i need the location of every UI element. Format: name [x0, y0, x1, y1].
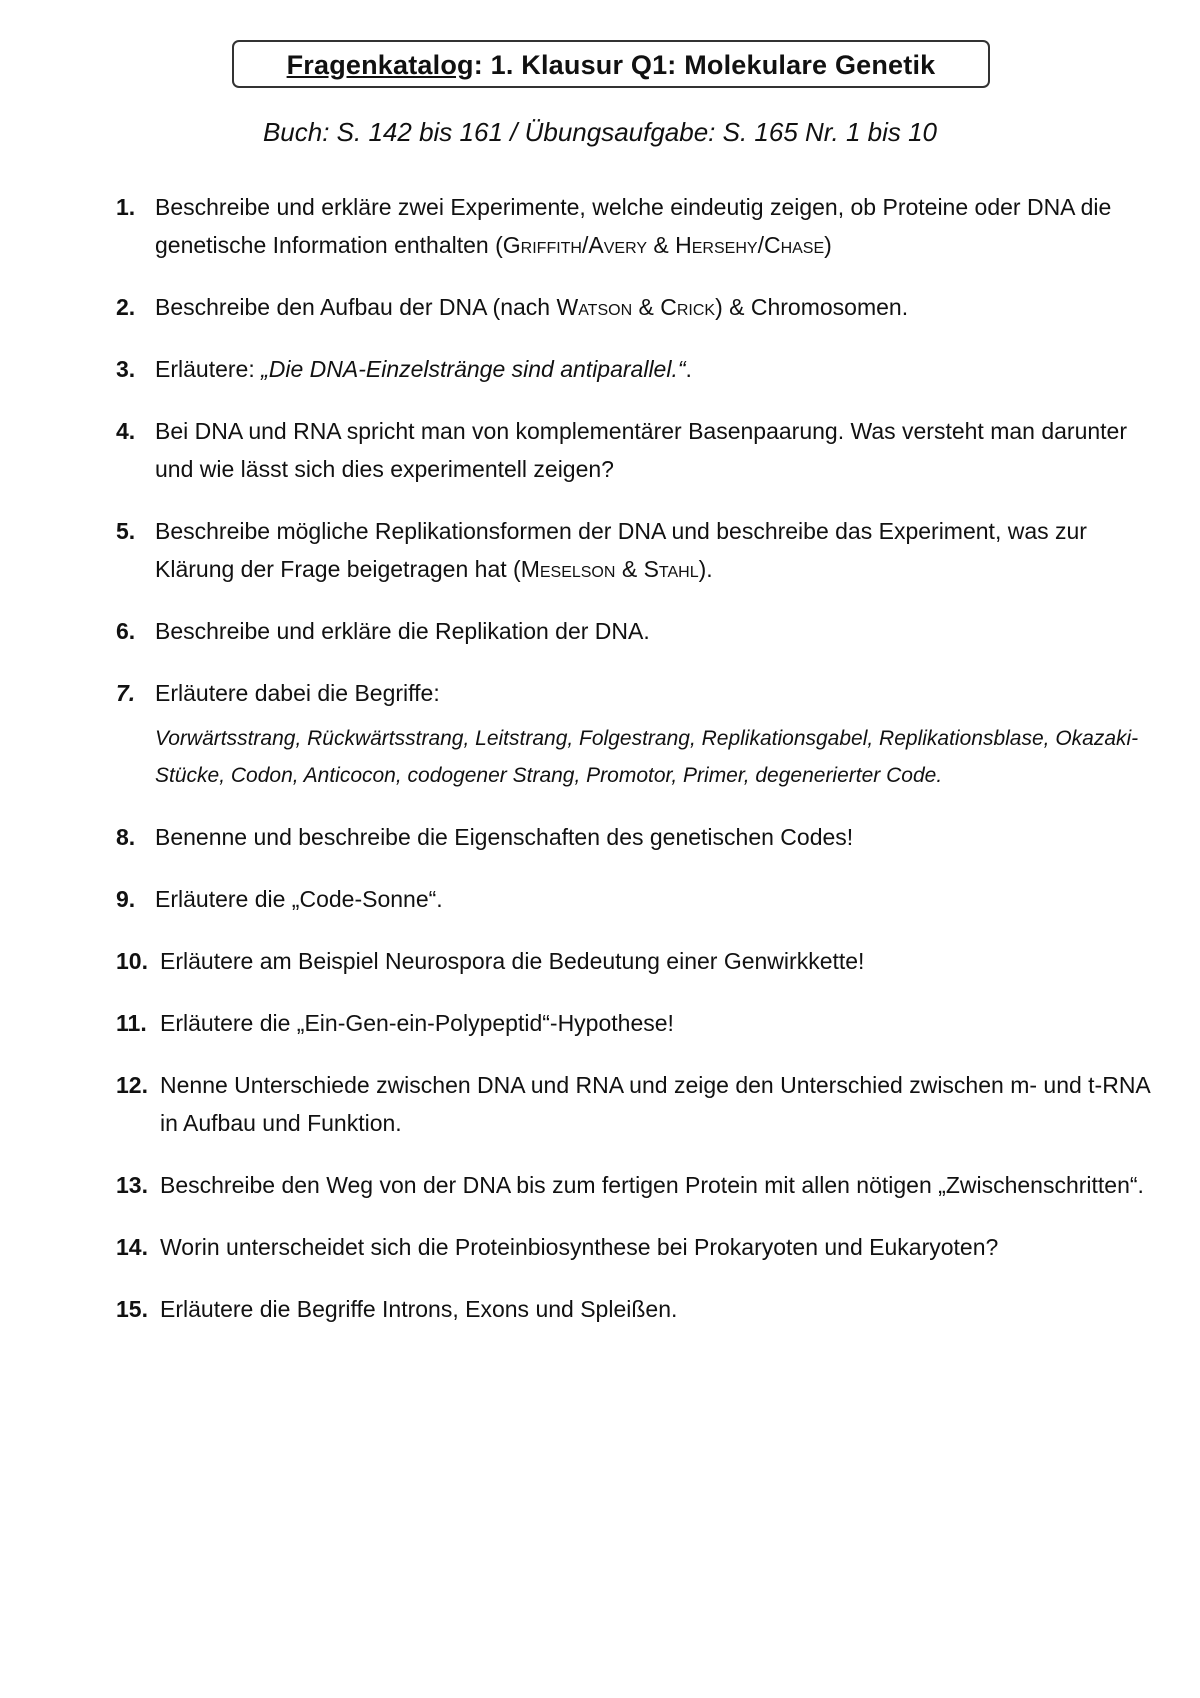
question-13	[116, 1166, 1166, 1204]
question-number: 6.	[116, 618, 136, 644]
name-separator: /	[757, 232, 764, 258]
question-text: Benenne und beschreibe die Eigenschaften des genetischen Codes!	[155, 824, 854, 850]
question-5	[116, 512, 1166, 588]
question-14	[116, 1228, 1166, 1266]
question-list	[116, 188, 1166, 1352]
question-text: Beschreibe und erkläre die Replikation der DNA.	[155, 618, 650, 644]
scientist-name: Griffith	[502, 232, 582, 258]
scientist-name: Crick	[660, 294, 716, 320]
question-11	[116, 1004, 1166, 1042]
name-separator: &	[647, 232, 676, 258]
name-separator: &	[615, 556, 644, 582]
scientist-name: Stahl	[643, 556, 699, 582]
quoted-statement: „Die DNA-Einzelstränge sind antiparallel.“	[261, 356, 686, 382]
question-tail: ).	[698, 556, 713, 582]
question-text: Erläutere die „Ein-Gen-ein-Polypeptid“-Hypothese!	[160, 1010, 674, 1036]
scientist-name: Avery	[588, 232, 648, 258]
question-text: Nenne Unterschiede zwischen DNA und RNA und zeige den Unterschied zwischen m- und t-RNA in Aufbau und Funktion.	[160, 1072, 1150, 1136]
question-text: Beschreibe den Aufbau der DNA (nach	[155, 294, 557, 320]
name-separator: &	[632, 294, 661, 320]
question-7	[116, 674, 1166, 794]
question-number: 15.	[116, 1296, 148, 1322]
page-title	[234, 50, 988, 81]
question-text: Beschreibe den Weg von der DNA bis zum fertigen Protein mit allen nötigen „Zwischenschritten“.	[160, 1172, 1144, 1198]
question-text: Worin unterscheidet sich die Proteinbiosynthese bei Prokaryoten und Eukaryoten?	[160, 1234, 999, 1260]
title-underlined: Fragenkatalog	[286, 50, 474, 80]
question-9	[116, 880, 1166, 918]
terms-list: Vorwärtsstrang, Rückwärtsstrang, Leitstrang, Folgestrang, Replikationsgabel, Replikationsblase, Okazaki-Stücke, Codon, Anticocon, codogener Strang, Promotor, Primer, degenerierter Code.	[155, 727, 1139, 787]
scientist-name: Meselson	[520, 556, 616, 582]
scientist-name: Chase	[763, 232, 825, 258]
question-number: 1.	[116, 194, 136, 220]
question-number: 8.	[116, 824, 136, 850]
title-box	[232, 40, 990, 88]
question-8	[116, 818, 1166, 856]
question-1	[116, 188, 1166, 264]
question-3	[116, 350, 1166, 388]
question-number: 7.	[116, 680, 136, 706]
question-10	[116, 942, 1166, 980]
question-2	[116, 288, 1166, 326]
question-15	[116, 1290, 1166, 1328]
question-text: Beschreibe und erkläre zwei Experimente, welche eindeutig zeigen, ob Proteine oder DNA die genetische Information enthalten (	[155, 194, 1112, 258]
question-text: Erläutere die Begriffe Introns, Exons und Spleißen.	[160, 1296, 678, 1322]
question-number: 11.	[116, 1010, 147, 1036]
question-number: 3.	[116, 356, 136, 382]
question-12	[116, 1066, 1166, 1142]
question-tail: ) & Chromosomen.	[715, 294, 909, 320]
title-rest: : 1. Klausur Q1: Molekulare Genetik	[473, 50, 936, 80]
question-number: 10.	[116, 948, 148, 974]
question-text: Erläutere am Beispiel Neurospora die Bedeutung einer Genwirkkette!	[160, 948, 865, 974]
question-tail: .	[685, 356, 692, 382]
question-number: 4.	[116, 418, 136, 444]
name-separator: /	[582, 232, 589, 258]
question-number: 14.	[116, 1234, 148, 1260]
scientist-name: Watson	[556, 294, 633, 320]
question-number: 12.	[116, 1072, 148, 1098]
question-number: 5.	[116, 518, 136, 544]
scientist-name: Hersehy	[675, 232, 758, 258]
question-number: 2.	[116, 294, 136, 320]
question-6	[116, 612, 1166, 650]
question-text: Erläutere dabei die Begriffe:	[155, 680, 440, 706]
question-text: Erläutere:	[155, 356, 262, 382]
question-4	[116, 412, 1166, 488]
question-text: Bei DNA und RNA spricht man von komplementärer Basenpaarung. Was versteht man darunter und wie lässt sich dies experimentell zeigen?	[155, 418, 1128, 482]
question-number: 13.	[116, 1172, 148, 1198]
question-tail: )	[824, 232, 832, 258]
question-number: 9.	[116, 886, 136, 912]
page-subtitle: Buch: S. 142 bis 161 / Übungsaufgabe: S. 165 Nr. 1 bis 10	[262, 117, 938, 147]
question-text: Beschreibe mögliche Replikationsformen der DNA und beschreibe das Experiment, was zur Klärung der Frage beigetragen hat (	[155, 518, 1087, 582]
question-text: Erläutere die „Code-Sonne“.	[155, 886, 443, 912]
